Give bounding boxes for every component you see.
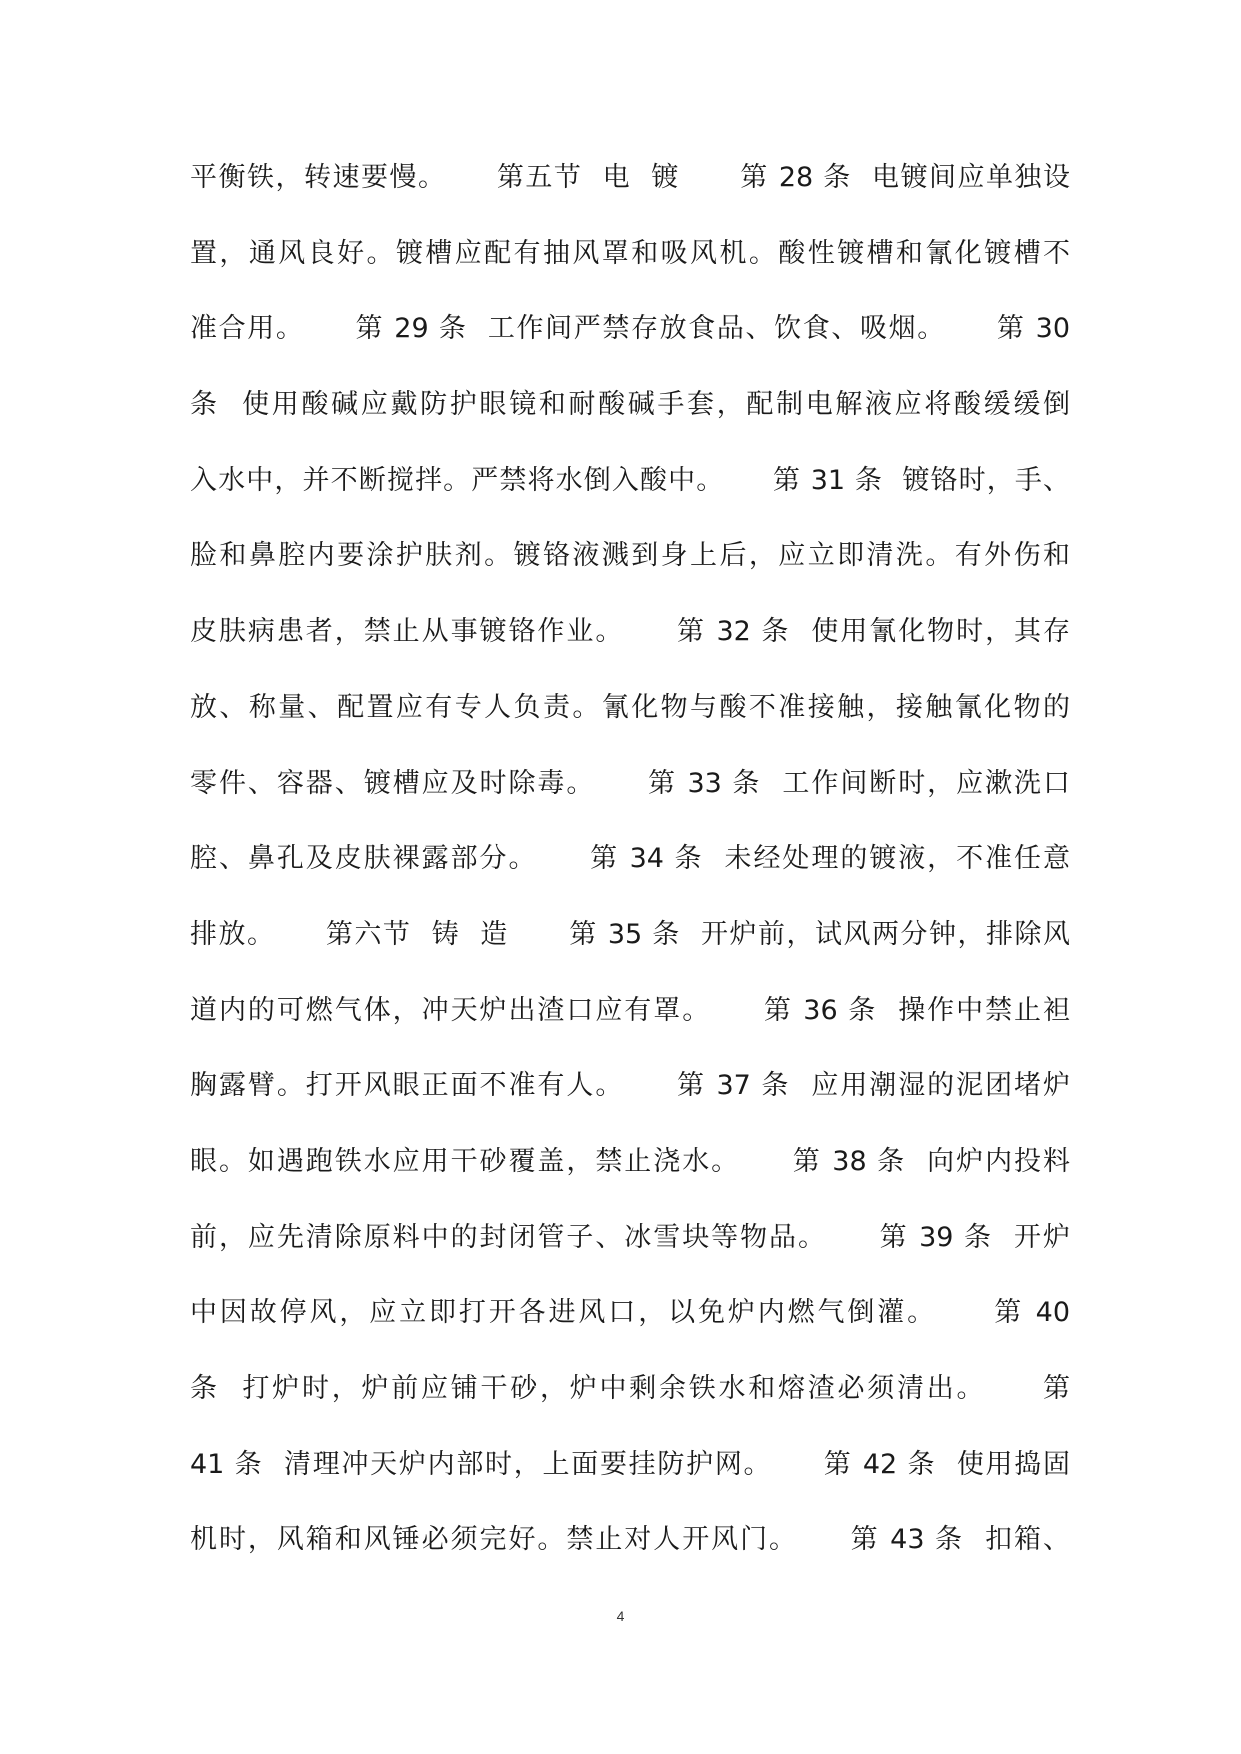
text-line: 前，应先清除原料中的封闭管子、冰雪块等物品。 第 39 条 开炉 [190,1221,1070,1253]
text-line: 条 打炉时，炉前应铺干砂，炉中剩余铁水和熔渣必须清出。 第 [190,1373,1070,1404]
text-line: 脸和鼻腔内要涂护肤剂。镀铬液溅到身上后，应立即清洗。有外伤和 [190,540,1070,572]
text-line: 条 使用酸碱应戴防护眼镜和耐酸碱手套，配制电解液应将酸缓缓倒 [190,389,1070,421]
text-line: 放、称量、配置应有专人负责。氰化物与酸不准接触，接触氰化物的 [190,691,1070,723]
text-line: 41 条 清理冲天炉内部时，上面要挂防护网。 第 42 条 使用捣固 [190,1448,1070,1480]
text-line: 平衡铁，转速要慢。 第五节 电 镀 第 28 条 电镀间应单独设 [190,162,1070,193]
text-line: 置，通风良好。镀槽应配有抽风罩和吸风机。酸性镀槽和氰化镀槽不 [190,237,1070,269]
text-line: 零件、容器、镀槽应及时除毒。 第 33 条 工作间断时，应漱洗口 [190,767,1070,799]
text-line: 皮肤病患者，禁止从事镀铬作业。 第 32 条 使用氰化物时，其存 [190,616,1070,648]
text-line: 入水中，并不断搅拌。严禁将水倒入酸中。 第 31 条 镀铬时，手、 [190,464,1070,496]
text-line: 机时，风箱和风锤必须完好。禁止对人开风门。 第 43 条 扣箱、 [190,1524,1070,1556]
text-line: 胸露臂。打开风眼正面不准有人。 第 37 条 应用潮湿的泥团堵炉 [190,1070,1070,1102]
body-text [190,140,1070,1578]
text-line: 道内的可燃气体，冲天炉出渣口应有罩。 第 36 条 操作中禁止袒 [190,994,1070,1026]
text-line: 眼。如遇跑铁水应用干砂覆盖，禁止浇水。 第 38 条 向炉内投料 [190,1145,1070,1177]
text-line: 腔、鼻孔及皮肤裸露部分。 第 34 条 未经处理的镀液，不准任意 [190,843,1070,875]
text-line: 准合用。 第 29 条 工作间严禁存放食品、饮食、吸烟。 第 30 [190,313,1070,345]
text-line: 排放。 第六节 铸 造 第 35 条 开炉前，试风两分钟，排除风 [190,918,1070,950]
text-line: 中因故停风，应立即打开各进风口，以免炉内燃气倒灌。 第 40 [190,1297,1070,1329]
page-number: 4 [616,1608,625,1624]
